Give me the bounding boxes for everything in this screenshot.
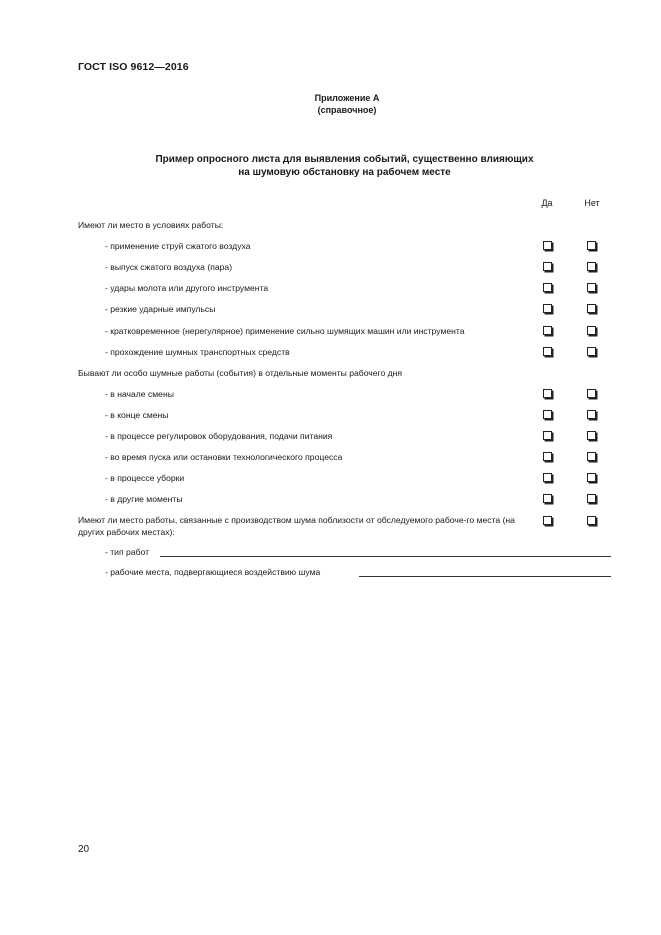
checklist-row <box>0 451 661 465</box>
no-checkbox[interactable] <box>587 473 596 482</box>
item-text: - выпуск сжатого воздуха (пара) <box>105 262 233 272</box>
checklist-row <box>0 472 661 486</box>
checklist-row <box>0 303 661 317</box>
no-checkbox[interactable] <box>587 241 596 250</box>
yes-checkbox[interactable] <box>543 241 552 250</box>
no-checkbox[interactable] <box>587 452 596 461</box>
annex-heading <box>0 92 661 116</box>
checklist-row <box>0 388 661 402</box>
no-checkbox[interactable] <box>587 283 596 292</box>
checklist-row <box>0 261 661 275</box>
yes-checkbox[interactable] <box>543 494 552 503</box>
no-checkbox[interactable] <box>587 304 596 313</box>
annex-type: (справочное) <box>317 105 377 115</box>
page-number: 20 <box>78 844 90 855</box>
checklist-row <box>0 409 661 423</box>
yes-checkbox[interactable] <box>543 389 552 398</box>
no-checkbox[interactable] <box>587 347 596 356</box>
checklist-row <box>0 430 661 444</box>
checklist-row <box>0 325 661 339</box>
no-checkbox[interactable] <box>587 431 596 440</box>
yes-checkbox[interactable] <box>543 452 552 461</box>
column-header-no: Нет <box>584 198 600 208</box>
question-row <box>0 515 661 539</box>
checklist-row <box>0 282 661 296</box>
standard-code: ГОСТ ISO 9612—2016 <box>78 61 189 73</box>
item-text: - в начале смены <box>105 389 174 399</box>
item-text: - в конце смены <box>105 410 169 420</box>
annex-title: Приложение А <box>314 93 380 103</box>
checklist-row <box>0 493 661 507</box>
no-checkbox[interactable] <box>587 494 596 503</box>
checklist-row <box>0 346 661 360</box>
yes-checkbox[interactable] <box>543 473 552 482</box>
item-text: - в процессе уборки <box>105 473 185 483</box>
yes-checkbox[interactable] <box>543 283 552 292</box>
question-text: Бывают ли особо шумные работы (события) в отдельные моменты рабочего дня <box>78 368 403 378</box>
item-text: - во время пуска или остановки технологического процесса <box>105 452 343 462</box>
item-text: - резкие ударные импульсы <box>105 304 216 314</box>
question-text: Имеют ли место в условиях работы: <box>78 220 224 230</box>
item-text: - удары молота или другого инструмента <box>105 283 269 293</box>
item-text: - применение струй сжатого воздуха <box>105 241 251 251</box>
item-text: - прохождение шумных транспортных средств <box>105 347 290 357</box>
document-title <box>78 153 611 179</box>
work-type-label: - тип работ <box>105 547 150 557</box>
no-checkbox[interactable] <box>587 516 596 525</box>
title-line-1: Пример опросного листа для выявления событий, существенно влияющих <box>155 154 534 165</box>
yes-checkbox[interactable] <box>543 326 552 335</box>
yes-checkbox[interactable] <box>543 304 552 313</box>
exposed-workplaces-label: - рабочие места, подвергающиеся воздействию шума <box>105 567 321 577</box>
yes-checkbox[interactable] <box>543 516 552 525</box>
item-text: - в процессе регулировок оборудования, подачи питания <box>105 431 333 441</box>
item-text: - в другие моменты <box>105 494 183 504</box>
checklist-row <box>0 240 661 254</box>
title-line-2: на шумовую обстановку на рабочем месте <box>238 167 451 178</box>
no-checkbox[interactable] <box>587 326 596 335</box>
exposed-workplaces-input-line[interactable] <box>359 576 611 577</box>
yes-checkbox[interactable] <box>543 410 552 419</box>
question-row <box>0 367 661 381</box>
work-type-input-line[interactable] <box>160 556 611 557</box>
no-checkbox[interactable] <box>587 389 596 398</box>
column-header-yes: Да <box>541 198 553 208</box>
yes-checkbox[interactable] <box>543 347 552 356</box>
no-checkbox[interactable] <box>587 262 596 271</box>
question-row <box>0 219 661 233</box>
question-text: Имеют ли место работы, связанные с производством шума поблизости от обследуемого рабоче-го места (на других рабочих местах): <box>78 515 515 537</box>
yes-checkbox[interactable] <box>543 431 552 440</box>
yes-checkbox[interactable] <box>543 262 552 271</box>
no-checkbox[interactable] <box>587 410 596 419</box>
item-text: - кратковременное (нерегулярное) применение сильно шумящих машин или инструмента <box>105 326 465 336</box>
